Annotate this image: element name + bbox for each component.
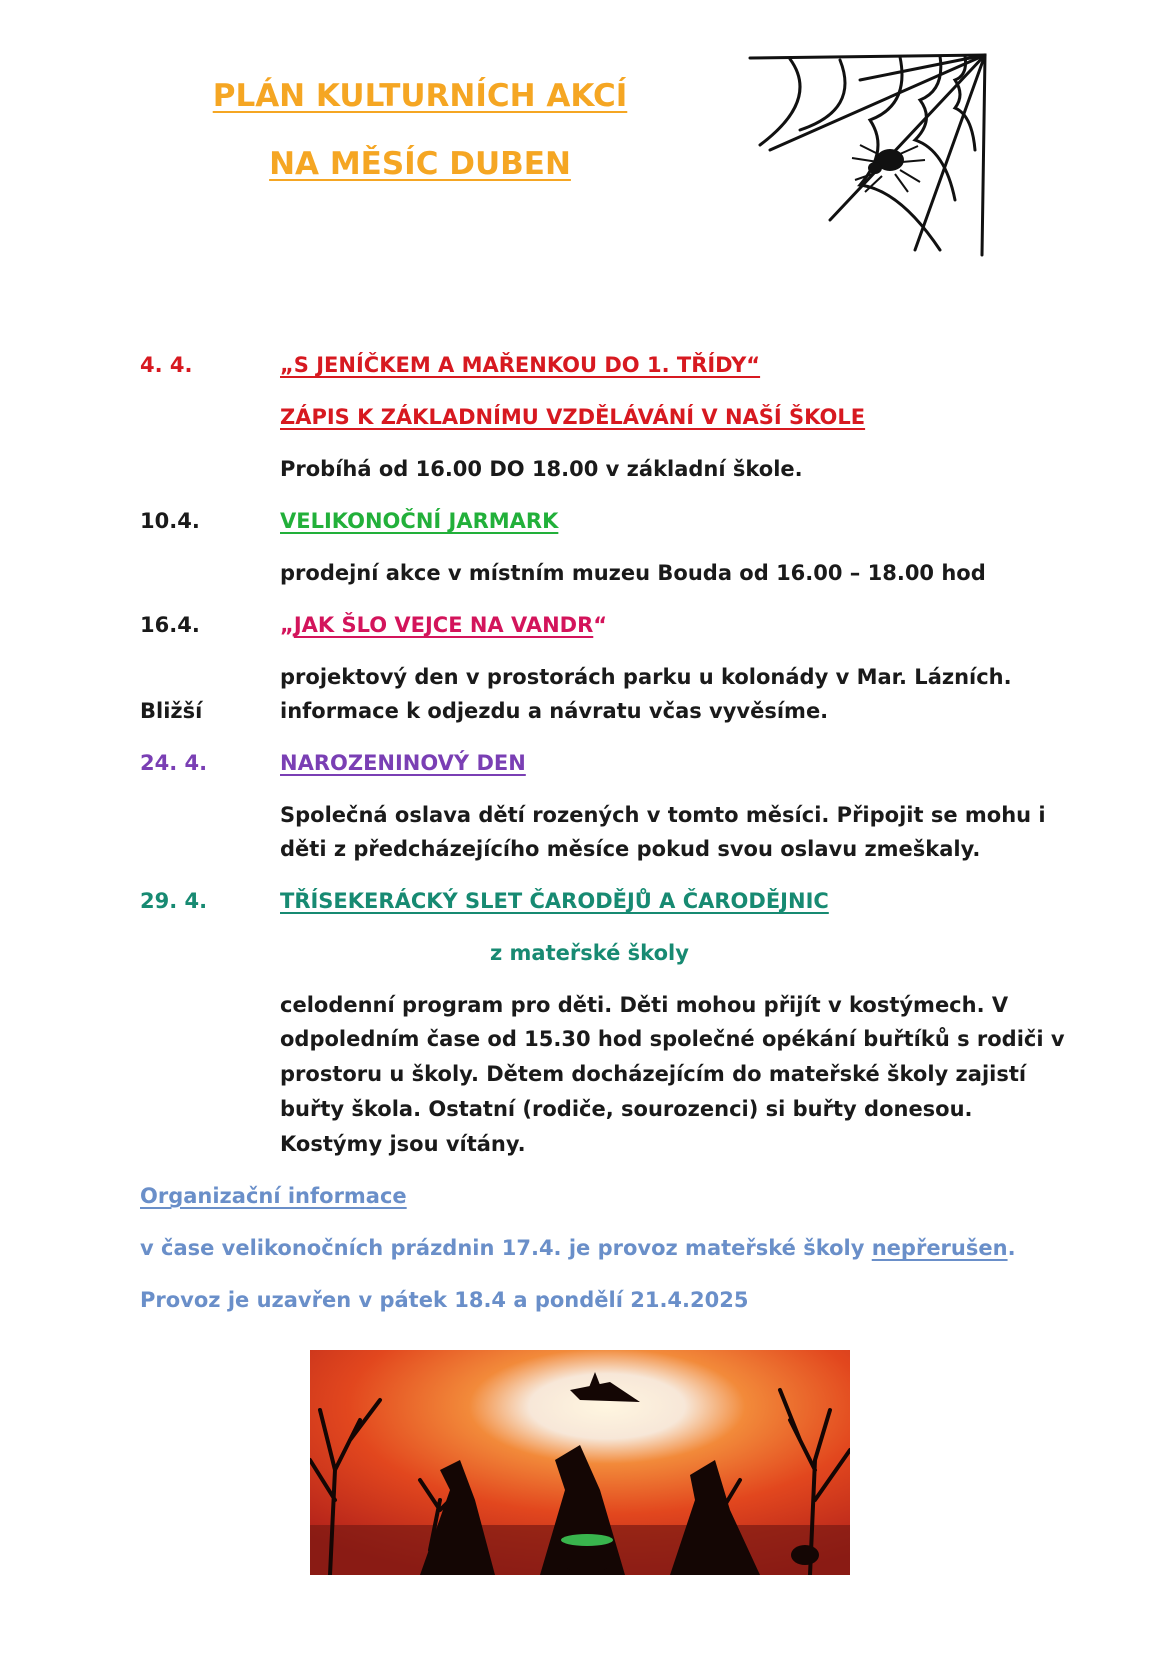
event-title-open-quote: „: [280, 613, 294, 637]
event-title: TŘÍSEKERÁCKÝ SLET ČARODĚJŮ A ČARODĚJNIC: [280, 889, 829, 913]
event-title: JAK ŠLO VEJCE NA VANDR: [293, 613, 594, 637]
event-detail: celodenní program pro děti. Děti mohou přijít v kostýmech. V: [280, 993, 1009, 1017]
event-title-close-quote: “: [593, 613, 608, 637]
event-title: VELIKONOČNÍ JARMARK: [280, 509, 559, 533]
event-subtitle: z mateřské školy: [490, 941, 689, 965]
event-detail: Kostýmy jsou vítány.: [280, 1132, 526, 1156]
event-detail: odpoledním čase od 15.30 hod společné opékání buřtíků s rodiči v: [280, 1027, 1065, 1051]
event-date: 16.4.: [140, 613, 200, 637]
organization-heading: Organizační informace: [140, 1184, 407, 1208]
event-detail: prodejní akce v místním muzeu Bouda od 16.00 – 18.00 hod: [280, 561, 986, 585]
event-detail: Společná oslava dětí rozených v tomto měsíci. Připojit se mohu i: [280, 803, 1046, 827]
event-date: 24. 4.: [140, 751, 208, 775]
page-title-line2: NA MĚSÍC DUBEN: [269, 146, 571, 182]
event-detail: Probíhá od 16.00 DO 18.00 v základní škole.: [280, 457, 803, 481]
event-detail: buřty škola. Ostatní (rodiče, sourozenci) si buřty donesou.: [280, 1097, 973, 1121]
event-detail: projektový den v prostorách parku u kolonády v Mar. Lázních.: [280, 665, 1012, 689]
event-subtitle: ZÁPIS K ZÁKLADNÍMU VZDĚLÁVÁNÍ V NAŠÍ ŠKOLE: [280, 405, 866, 429]
page-title-line1: PLÁN KULTURNÍCH AKCÍ: [212, 78, 628, 114]
organization-emphasis: nepřerušen: [871, 1236, 1008, 1260]
organization-text-end: .: [1007, 1236, 1016, 1260]
event-detail: informace k odjezdu a návratu včas vyvěsíme.: [280, 699, 829, 723]
witches-illustration: [310, 1350, 850, 1575]
event-title: „S JENÍČKEM A MAŘENKOU DO 1. TŘÍDY“: [280, 353, 761, 377]
event-side-note: Bližší: [140, 699, 203, 723]
event-title: NAROZENINOVÝ DEN: [280, 751, 526, 775]
event-date: 4. 4.: [140, 353, 193, 377]
organization-line1: [140, 1234, 1016, 1262]
spider-web-icon: [740, 50, 1000, 270]
event-date: 10.4.: [140, 509, 200, 533]
organization-line2: Provoz je uzavřen v pátek 18.4 a pondělí 21.4.2025: [140, 1288, 749, 1312]
event-title-wrapper: [280, 611, 607, 639]
event-date: 29. 4.: [140, 889, 208, 913]
organization-text: v čase velikonočních prázdnin 17.4. je provoz mateřské školy: [140, 1236, 872, 1260]
event-detail: děti z předcházejícího měsíce pokud svou oslavu zmeškaly.: [280, 837, 981, 861]
event-detail: prostoru u školy. Dětem docházejícím do mateřské školy zajistí: [280, 1062, 1027, 1086]
